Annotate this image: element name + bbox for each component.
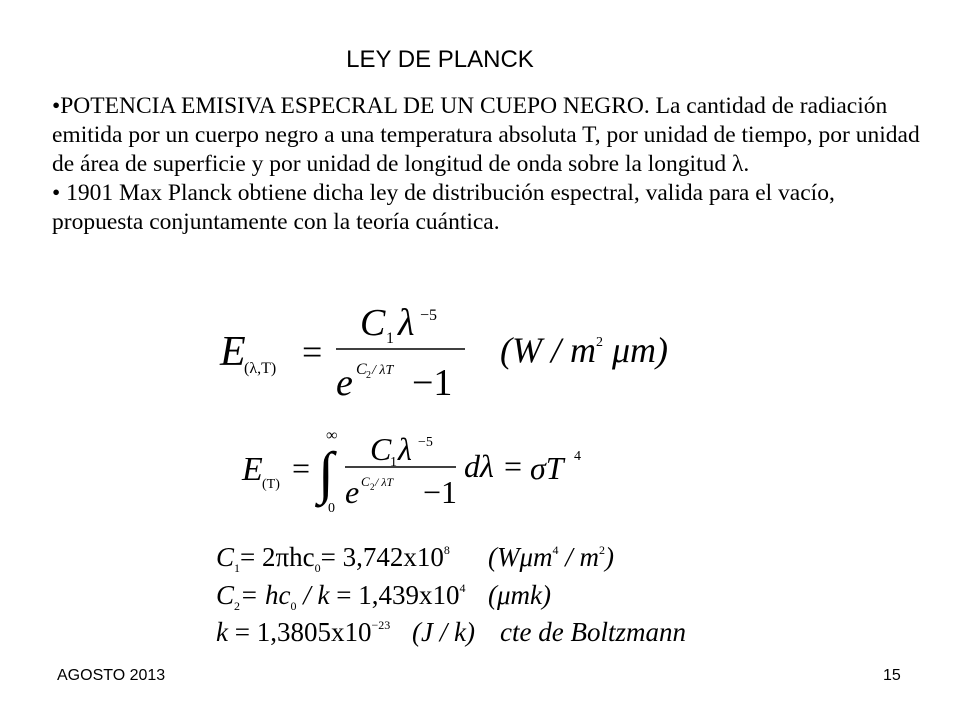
eq2-den-exp-sub: 2 xyxy=(370,482,375,492)
eq2-int-lower: 0 xyxy=(328,501,335,516)
eq2-int-upper: ∞ xyxy=(326,427,338,444)
bullet: • xyxy=(52,93,61,119)
eq1-equals: = xyxy=(302,332,323,372)
eq2-num-exp: −5 xyxy=(418,435,433,450)
eq1-den-minus-one: −1 xyxy=(412,362,453,404)
footer-date: AGOSTO 2013 xyxy=(57,667,166,684)
eq2-den-e: e xyxy=(345,474,360,510)
eq1-den-exp-rest: / λT xyxy=(372,363,394,378)
eq1-den-e: e xyxy=(336,362,353,404)
slide-title: LEY DE PLANCK xyxy=(346,46,534,73)
eq1-units: ($W / m^2$ μm) xyxy=(500,330,669,370)
eq2-num-c: C xyxy=(370,431,392,467)
constant-c1: $C_1= 2\pi hc_0= 3,742x10^8$ $(W\mu m^4 / m^2)$ xyxy=(216,542,615,575)
eq1-lhs: E xyxy=(220,329,246,375)
eq1-lhs-sub: (λ,T) xyxy=(244,360,277,377)
eq1-den-exp-sub: 2 xyxy=(366,370,371,381)
eq1-num-c: C xyxy=(360,302,386,344)
eq2-dlambda: dλ xyxy=(464,448,494,484)
eq2-equals2: = xyxy=(504,448,523,484)
bullet: • xyxy=(52,180,61,206)
eq1-num-exp: −5 xyxy=(420,307,438,324)
eq2-den-exp-c: C xyxy=(361,474,370,489)
integral-sign: ∫ xyxy=(318,440,334,505)
constant-c2: $C_2= hc_0 / k = 1,439x10^4$ (μmk) xyxy=(216,580,552,613)
constant-k: $k = 1,3805x10^{-23}$ (J / k) cte de Boltzmann xyxy=(216,617,686,647)
eq1-den-exp-c: C xyxy=(356,361,367,378)
history-text: 1901 Max Planck obtiene dicha ley de distribución espectral, valida para el vacío, propuesta conjuntamente con la teoría cuántica. xyxy=(52,180,835,235)
eq2-rhs-exp: 4 xyxy=(574,449,581,464)
eq1-num-lambda: λ xyxy=(398,302,415,344)
eq2-num-lambda: λ xyxy=(398,431,412,467)
eq2-equals: = xyxy=(292,450,311,486)
eq2-den-exp-rest: / λT xyxy=(375,475,394,489)
definition-text: POTENCIA EMISIVA ESPECRAL DE UN CUEPO NEGRO. La cantidad de radiación emitida por un cuerpo negro a una temperatura absoluta T, por unidad de tiempo, por unidad de área de superficie y por unidad de longitud de onda sobre la longitud λ. xyxy=(52,93,920,177)
eq2-den-minus-one: −1 xyxy=(423,474,458,510)
footer-page-number: 15 xyxy=(883,667,901,684)
eq1-num-sub: 1 xyxy=(386,330,394,347)
eq2-rhs: σT xyxy=(530,450,564,486)
eq2-lhs-sub: (T) xyxy=(262,477,280,492)
eq2-lhs: E xyxy=(242,451,263,488)
eq2-num-sub: 1 xyxy=(390,455,397,470)
